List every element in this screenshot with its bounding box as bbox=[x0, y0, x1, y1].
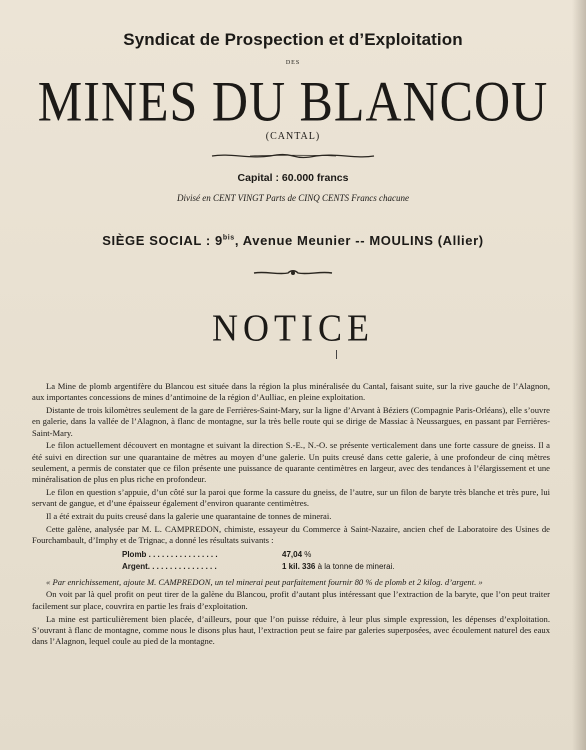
paragraph: On voit par là quel profit on peut tirer de la galène du Blancou, profit d’autant plus intéressant que l’extraction de la baryte, que l’on peut traiter facilement sur place, couvrira en partie les frais d’exploitation. bbox=[32, 589, 550, 611]
notice-body bbox=[32, 381, 550, 649]
region-label: (CANTAL) bbox=[265, 131, 321, 142]
syndicat-heading: Syndicat de Prospection et d’Exploitation bbox=[123, 30, 463, 49]
ornamental-rule-icon bbox=[210, 151, 376, 161]
paragraph: Distante de trois kilomètres seulement de la gare de Ferrières-Saint-Mary, sur la ligne d’Arvant à Béziers (Compagnie Paris-Orléans), elle s’ouvre en galerie, dans la vallée de l’Alagnon, à flanc de montagne, sur la très belle route qui se dirige de Massiac à Neussargues, en passant par Ferrières-Saint-Mary. bbox=[32, 405, 550, 438]
notice-heading: NOTICE bbox=[212, 306, 374, 349]
analysis-row-argent bbox=[122, 561, 550, 573]
paragraph: La Mine de plomb argentifère du Blancou est située dans la région la plus minéralisée du Cantal, faisant suite, sur la rive gauche de l’Alagnon, aux importantes concessions de mines d’antimoine de la région d’Aulliac, en pleine exploitation. bbox=[32, 381, 550, 403]
analysis-value: 1 kil. 336 à la tonne de minerai. bbox=[282, 561, 395, 571]
analysis-value: 47,04 % bbox=[282, 549, 312, 559]
des-label: DES bbox=[285, 60, 301, 66]
paragraph: Le filon actuellement découvert en montagne et suivant la direction S.-E., N.-O. se présente verticalement dans une forte cassure de gneiss. Il a été suivi en direction sur une quarantaine de mètres au moyen d’une galerie. Un puits creusé dans cette galerie, à une profondeur de cinq mètres seulement, a permis de constater que ce filon présente une puissance de quarante centimètres en largeur, avec des tendances à l’élargissement et une minéralisation de plus en plus riche en profondeur. bbox=[32, 440, 550, 485]
paragraph: Cette galène, analysée par M. L. CAMPREDON, chimiste, essayeur du Commerce à Saint-Nazaire, ancien chef de Laboratoire des Usines de Fourchambault, d’Imphy et de Trignac, a donné les résultats suivants : bbox=[32, 524, 550, 546]
paragraph: La mine est particulièrement bien placée, d’ailleurs, pour que l’on puisse réduire, à leur plus simple expression, les dépenses d’exploitation. S’ouvrant à flanc de montagne, comme nous le disons plus haut, l’extraction peut se faire par galeries superposées, avec écoulement naturel des eaux dans l’Alagnon, lequel coule au pied de la montagne. bbox=[32, 613, 550, 647]
ornamental-flourish-icon bbox=[252, 268, 334, 278]
analysis-label: Plomb . . . . . . . . . . . . . . . . bbox=[122, 549, 218, 559]
paragraph: Il a été extrait du puits creusé dans la galerie une quarantaine de tonnes de minerai. bbox=[46, 511, 332, 522]
stray-mark bbox=[336, 350, 337, 359]
paragraph: Le filon en question s’appuie, d’un côté sur la paroi que forme la cassure du gneiss, de l’autre, sur un filon de baryte très blanche et très pure, lui servant de gangue, et d’une épaisseur également d’environ quarante centimètres. bbox=[32, 487, 550, 509]
siege-social-line bbox=[0, 233, 586, 248]
analysis-row-plomb bbox=[122, 549, 550, 561]
siege-suffix: , Avenue Meunier -- MOULINS (Allier) bbox=[234, 233, 484, 248]
analysis-results bbox=[122, 549, 550, 573]
main-title: MINES DU BLANCOU bbox=[37, 68, 549, 133]
siege-sup: bis bbox=[222, 234, 235, 242]
siege-prefix: SIÈGE SOCIAL : 9 bbox=[102, 233, 223, 248]
analysis-label: Argent. . . . . . . . . . . . . . . . bbox=[122, 561, 217, 571]
campredon-quote: « Par enrichissement, ajoute M. CAMPREDON, un tel minerai peut parfaitement fournir 80 % de plomb et 2 kilog. d’argent. » bbox=[46, 576, 483, 587]
division-line: Divisé en CENT VINGT Parts de CINQ CENTS Francs chacune bbox=[177, 193, 409, 203]
capital-line: Capital : 60.000 francs bbox=[237, 172, 349, 184]
